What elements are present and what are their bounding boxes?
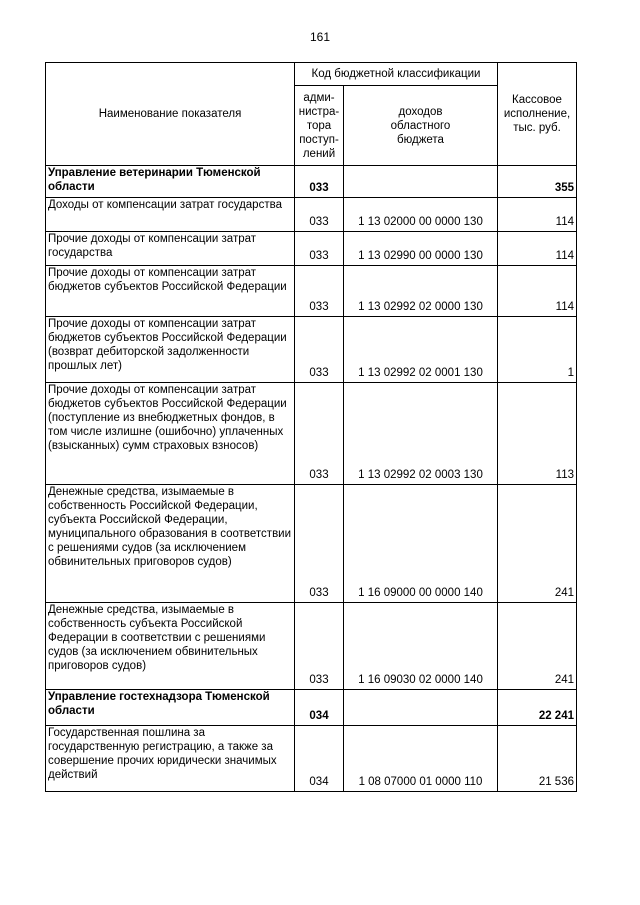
execution-amount: 241 [498,603,577,690]
header-classification-cell [295,63,498,86]
header-name-label: Наименование показателя [98,108,242,120]
budget-code: 1 16 09000 00 0000 140 [344,485,498,603]
header-admin-cell [295,86,344,166]
execution-amount: 21 536 [498,726,577,792]
admin-code: 034 [295,690,344,726]
admin-code: 033 [295,485,344,603]
indicator-name: Денежные средства, изымаемые в собственность субъекта Российской Федерации в соответствии с решениями судов (за исключением обвинительных приговоров судов) [46,603,295,690]
header-amount-label: Кассовое исполнение, тыс. руб. [503,94,571,134]
budget-code: 1 13 02992 02 0001 130 [344,317,498,383]
indicator-name: Прочие доходы от компенсации затрат государства [46,232,295,266]
indicator-name: Управление ветеринарии Тюменской области [46,166,295,198]
budget-code: 1 13 02992 02 0003 130 [344,383,498,485]
table-row [46,485,577,603]
indicator-name: Доходы от компенсации затрат государства [46,198,295,232]
indicator-name: Управление гостехнадзора Тюменской области [46,690,295,726]
budget-table [45,62,577,792]
admin-code: 033 [295,603,344,690]
execution-amount: 114 [498,266,577,317]
header-income-label: доходов областного бюджета [390,105,451,146]
page-number: 161 [309,30,331,44]
budget-code [344,690,498,726]
admin-code: 034 [295,726,344,792]
budget-code: 1 13 02990 00 0000 130 [344,232,498,266]
table-row [46,232,577,266]
table-row [46,317,577,383]
admin-code: 033 [295,317,344,383]
table-row [46,266,577,317]
header-amount-cell [498,63,577,166]
indicator-name: Государственная пошлина за государственную регистрацию, а также за совершение прочих юридически значимых действий [46,726,295,792]
admin-code: 033 [295,198,344,232]
execution-amount: 355 [498,166,577,198]
table-row [46,603,577,690]
header-classification-label: Код бюджетной классификации [311,68,481,80]
table-row [46,726,577,792]
table-row [46,383,577,485]
indicator-name: Прочие доходы от компенсации затрат бюджетов субъектов Российской Федерации (возврат дебиторской задолженности прошлых лет) [46,317,295,383]
header-row-top [46,63,577,86]
admin-code: 033 [295,232,344,266]
admin-code: 033 [295,266,344,317]
indicator-name: Денежные средства, изымаемые в собственность Российской Федерации, субъекта Российской Федерации, муниципального образования в соответствии с решениями судов (за исключением обвинительных приговоров судов) [46,485,295,603]
budget-code: 1 08 07000 01 0000 110 [344,726,498,792]
budget-code: 1 13 02992 02 0000 130 [344,266,498,317]
execution-amount: 22 241 [498,690,577,726]
budget-code: 1 13 02000 00 0000 130 [344,198,498,232]
header-admin-label: адми- нистра- тора поступ- лений [298,91,340,160]
indicator-name: Прочие доходы от компенсации затрат бюджетов субъектов Российской Федерации (поступление из внебюджетных фондов, в том числе излишне (ошибочно) уплаченных (взысканных) сумм страховых взносов) [46,383,295,485]
execution-amount: 241 [498,485,577,603]
header-income-cell [344,86,498,166]
table-row [46,690,577,726]
execution-amount: 114 [498,232,577,266]
budget-code [344,166,498,198]
indicator-name: Прочие доходы от компенсации затрат бюджетов субъектов Российской Федерации [46,266,295,317]
execution-amount: 1 [498,317,577,383]
table-row [46,166,577,198]
admin-code: 033 [295,166,344,198]
admin-code: 033 [295,383,344,485]
execution-amount: 114 [498,198,577,232]
header-name-cell [46,63,295,166]
budget-code: 1 16 09030 02 0000 140 [344,603,498,690]
table-row [46,198,577,232]
execution-amount: 113 [498,383,577,485]
